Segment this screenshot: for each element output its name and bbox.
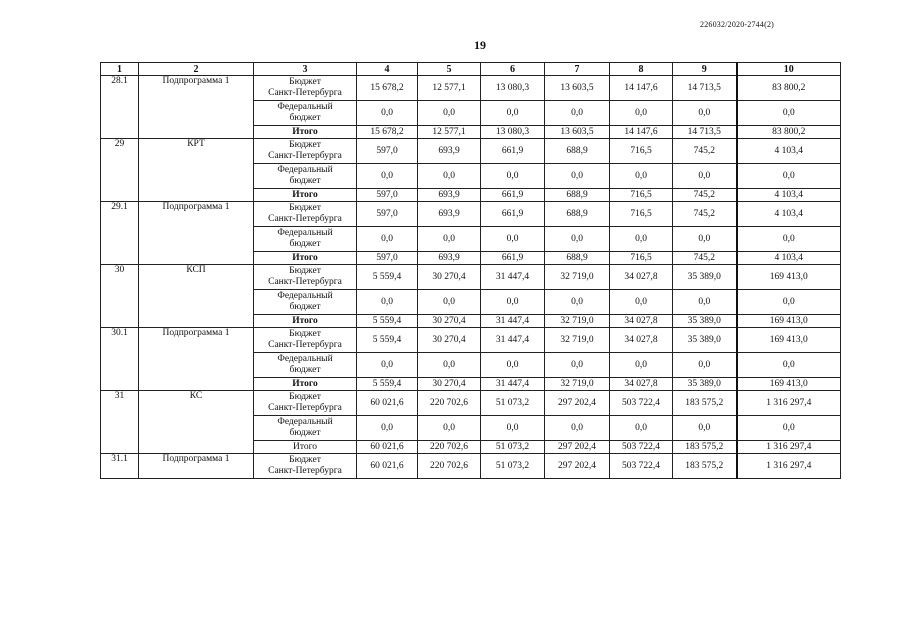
value-cell: 31 447,4	[481, 328, 545, 353]
row-id: 30	[101, 265, 139, 328]
col-header: 10	[737, 63, 841, 76]
total-label: Итого	[254, 252, 357, 265]
value-cell: 0,0	[737, 101, 841, 126]
value-cell: 0,0	[545, 353, 610, 378]
label-line: бюджет	[289, 176, 321, 186]
value-cell: 0,0	[418, 416, 481, 441]
budget-table	[100, 62, 841, 479]
label-line: Санкт-Петербурга	[268, 214, 342, 224]
value-cell: 0,0	[357, 353, 418, 378]
value-cell: 0,0	[481, 227, 545, 252]
value-cell: 0,0	[610, 416, 673, 441]
value-cell: 0,0	[418, 101, 481, 126]
value-cell: 0,0	[673, 101, 737, 126]
value-cell: 4 103,4	[737, 139, 841, 164]
label-line: Санкт-Петербурга	[268, 466, 342, 476]
value-cell: 14 147,6	[610, 126, 673, 139]
value-cell: 31 447,4	[481, 315, 545, 328]
value-cell: 30 270,4	[418, 328, 481, 353]
value-cell: 0,0	[357, 101, 418, 126]
value-cell: 4 103,4	[737, 252, 841, 265]
value-cell: 183 575,2	[673, 454, 737, 479]
col-header: 3	[254, 63, 357, 76]
source-label	[254, 290, 357, 315]
total-label: Итого	[254, 315, 357, 328]
value-cell: 1 316 297,4	[737, 441, 841, 454]
value-cell: 0,0	[545, 227, 610, 252]
value-cell: 0,0	[545, 416, 610, 441]
value-cell: 34 027,8	[610, 328, 673, 353]
label-line: бюджет	[289, 239, 321, 249]
value-cell: 35 389,0	[673, 315, 737, 328]
value-cell: 0,0	[737, 416, 841, 441]
col-header: 7	[545, 63, 610, 76]
value-cell: 60 021,6	[357, 441, 418, 454]
value-cell: 0,0	[481, 353, 545, 378]
col-header: 1	[101, 63, 139, 76]
value-cell: 0,0	[610, 101, 673, 126]
row-name: Подпрограмма 1	[139, 328, 254, 391]
value-cell: 597,0	[357, 202, 418, 227]
value-cell: 597,0	[357, 139, 418, 164]
value-cell: 661,9	[481, 139, 545, 164]
row-id: 29	[101, 139, 139, 202]
value-cell: 14 713,5	[673, 126, 737, 139]
source-label	[254, 391, 357, 416]
value-cell: 32 719,0	[545, 378, 610, 391]
value-cell: 688,9	[545, 189, 610, 202]
row-id: 31	[101, 391, 139, 454]
value-cell: 0,0	[481, 164, 545, 189]
value-cell: 5 559,4	[357, 265, 418, 290]
value-cell: 0,0	[673, 416, 737, 441]
table-row	[101, 76, 841, 101]
row-id: 30.1	[101, 328, 139, 391]
value-cell: 503 722,4	[610, 454, 673, 479]
row-name: КС	[139, 391, 254, 454]
source-label	[254, 164, 357, 189]
col-header: 8	[610, 63, 673, 76]
value-cell: 716,5	[610, 189, 673, 202]
value-cell: 60 021,6	[357, 454, 418, 479]
value-cell: 0,0	[610, 164, 673, 189]
value-cell: 688,9	[545, 252, 610, 265]
row-name: Подпрограмма 1	[139, 76, 254, 139]
value-cell: 183 575,2	[673, 441, 737, 454]
value-cell: 597,0	[357, 189, 418, 202]
label-line: Санкт-Петербурга	[268, 151, 342, 161]
value-cell: 35 389,0	[673, 265, 737, 290]
value-cell: 0,0	[610, 353, 673, 378]
value-cell: 745,2	[673, 189, 737, 202]
source-label	[254, 328, 357, 353]
value-cell: 12 577,1	[418, 126, 481, 139]
value-cell: 597,0	[357, 252, 418, 265]
value-cell: 0,0	[418, 290, 481, 315]
value-cell: 745,2	[673, 252, 737, 265]
row-id: 31.1	[101, 454, 139, 479]
value-cell: 35 389,0	[673, 378, 737, 391]
value-cell: 716,5	[610, 252, 673, 265]
value-cell: 30 270,4	[418, 378, 481, 391]
total-label: Итого	[254, 189, 357, 202]
label-line: Санкт-Петербурга	[268, 277, 342, 287]
value-cell: 31 447,4	[481, 378, 545, 391]
value-cell: 220 702,6	[418, 391, 481, 416]
value-cell: 0,0	[737, 227, 841, 252]
value-cell: 0,0	[673, 290, 737, 315]
source-label	[254, 227, 357, 252]
value-cell: 0,0	[418, 164, 481, 189]
row-id: 29.1	[101, 202, 139, 265]
table-row	[101, 328, 841, 353]
value-cell: 0,0	[673, 164, 737, 189]
col-header: 6	[481, 63, 545, 76]
value-cell: 503 722,4	[610, 441, 673, 454]
value-cell: 220 702,6	[418, 454, 481, 479]
value-cell: 0,0	[418, 353, 481, 378]
source-label	[254, 76, 357, 101]
value-cell: 0,0	[737, 164, 841, 189]
value-cell: 32 719,0	[545, 315, 610, 328]
value-cell: 15 678,2	[357, 76, 418, 101]
value-cell: 0,0	[673, 227, 737, 252]
table-row	[101, 391, 841, 416]
value-cell: 693,9	[418, 252, 481, 265]
label-line: Федеральный	[277, 165, 333, 175]
value-cell: 12 577,1	[418, 76, 481, 101]
value-cell: 83 800,2	[737, 126, 841, 139]
label-line: Бюджет	[289, 266, 321, 276]
value-cell: 1 316 297,4	[737, 454, 841, 479]
value-cell: 0,0	[357, 416, 418, 441]
value-cell: 0,0	[357, 290, 418, 315]
value-cell: 0,0	[418, 227, 481, 252]
label-line: бюджет	[289, 365, 321, 375]
col-header: 5	[418, 63, 481, 76]
value-cell: 297 202,4	[545, 441, 610, 454]
label-line: Федеральный	[277, 228, 333, 238]
row-name: Подпрограмма 1	[139, 202, 254, 265]
label-line: Федеральный	[277, 102, 333, 112]
value-cell: 297 202,4	[545, 454, 610, 479]
col-header: 4	[357, 63, 418, 76]
value-cell: 297 202,4	[545, 391, 610, 416]
label-line: Бюджет	[289, 329, 321, 339]
label-line: Санкт-Петербурга	[268, 88, 342, 98]
value-cell: 32 719,0	[545, 328, 610, 353]
value-cell: 0,0	[737, 353, 841, 378]
row-name: Подпрограмма 1	[139, 454, 254, 479]
value-cell: 0,0	[610, 290, 673, 315]
value-cell: 0,0	[673, 353, 737, 378]
table-row	[101, 202, 841, 227]
source-label	[254, 353, 357, 378]
value-cell: 693,9	[418, 139, 481, 164]
value-cell: 35 389,0	[673, 328, 737, 353]
row-id: 28.1	[101, 76, 139, 139]
value-cell: 15 678,2	[357, 126, 418, 139]
value-cell: 51 073,2	[481, 391, 545, 416]
value-cell: 0,0	[610, 227, 673, 252]
value-cell: 688,9	[545, 202, 610, 227]
table-row	[101, 454, 841, 479]
value-cell: 13 603,5	[545, 126, 610, 139]
row-name: КРТ	[139, 139, 254, 202]
value-cell: 13 603,5	[545, 76, 610, 101]
value-cell: 503 722,4	[610, 391, 673, 416]
value-cell: 745,2	[673, 202, 737, 227]
label-line: Федеральный	[277, 291, 333, 301]
label-line: Санкт-Петербурга	[268, 403, 342, 413]
value-cell: 13 080,3	[481, 76, 545, 101]
label-line: Санкт-Петербурга	[268, 340, 342, 350]
value-cell: 716,5	[610, 202, 673, 227]
source-label	[254, 454, 357, 479]
label-line: Бюджет	[289, 77, 321, 87]
label-line: Бюджет	[289, 392, 321, 402]
value-cell: 0,0	[545, 164, 610, 189]
total-label: Итого	[254, 378, 357, 391]
value-cell: 0,0	[545, 290, 610, 315]
value-cell: 220 702,6	[418, 441, 481, 454]
value-cell: 169 413,0	[737, 265, 841, 290]
value-cell: 0,0	[481, 416, 545, 441]
label-line: Бюджет	[289, 203, 321, 213]
value-cell: 688,9	[545, 139, 610, 164]
header-row	[101, 63, 841, 76]
value-cell: 0,0	[481, 290, 545, 315]
label-line: бюджет	[289, 428, 321, 438]
document-code: 226032/2020-2744(2)	[700, 20, 775, 29]
value-cell: 14 147,6	[610, 76, 673, 101]
label-line: Федеральный	[277, 354, 333, 364]
value-cell: 0,0	[737, 290, 841, 315]
value-cell: 693,9	[418, 189, 481, 202]
col-header: 9	[673, 63, 737, 76]
value-cell: 0,0	[357, 227, 418, 252]
value-cell: 13 080,3	[481, 126, 545, 139]
value-cell: 0,0	[357, 164, 418, 189]
value-cell: 31 447,4	[481, 265, 545, 290]
label-line: Бюджет	[289, 140, 321, 150]
value-cell: 60 021,6	[357, 391, 418, 416]
value-cell: 34 027,8	[610, 378, 673, 391]
value-cell: 169 413,0	[737, 328, 841, 353]
value-cell: 169 413,0	[737, 315, 841, 328]
value-cell: 34 027,8	[610, 315, 673, 328]
label-line: Федеральный	[277, 417, 333, 427]
value-cell: 745,2	[673, 139, 737, 164]
value-cell: 5 559,4	[357, 328, 418, 353]
value-cell: 83 800,2	[737, 76, 841, 101]
value-cell: 0,0	[545, 101, 610, 126]
table-row	[101, 139, 841, 164]
value-cell: 4 103,4	[737, 202, 841, 227]
value-cell: 169 413,0	[737, 378, 841, 391]
label-line: бюджет	[289, 113, 321, 123]
value-cell: 183 575,2	[673, 391, 737, 416]
table-row	[101, 265, 841, 290]
value-cell: 30 270,4	[418, 315, 481, 328]
value-cell: 30 270,4	[418, 265, 481, 290]
source-label	[254, 101, 357, 126]
source-label	[254, 265, 357, 290]
source-label	[254, 139, 357, 164]
page-number: 19	[474, 38, 486, 52]
value-cell: 1 316 297,4	[737, 391, 841, 416]
value-cell: 5 559,4	[357, 315, 418, 328]
row-name: КСП	[139, 265, 254, 328]
value-cell: 14 713,5	[673, 76, 737, 101]
label-line: бюджет	[289, 302, 321, 312]
label-line: Бюджет	[289, 455, 321, 465]
source-label	[254, 416, 357, 441]
value-cell: 32 719,0	[545, 265, 610, 290]
col-header: 2	[139, 63, 254, 76]
total-label: Итого	[254, 441, 357, 454]
table-body	[101, 63, 841, 479]
value-cell: 4 103,4	[737, 189, 841, 202]
value-cell: 5 559,4	[357, 378, 418, 391]
total-label: Итого	[254, 126, 357, 139]
value-cell: 661,9	[481, 252, 545, 265]
source-label	[254, 202, 357, 227]
value-cell: 693,9	[418, 202, 481, 227]
value-cell: 51 073,2	[481, 441, 545, 454]
value-cell: 51 073,2	[481, 454, 545, 479]
value-cell: 661,9	[481, 189, 545, 202]
value-cell: 0,0	[481, 101, 545, 126]
value-cell: 716,5	[610, 139, 673, 164]
value-cell: 661,9	[481, 202, 545, 227]
value-cell: 34 027,8	[610, 265, 673, 290]
